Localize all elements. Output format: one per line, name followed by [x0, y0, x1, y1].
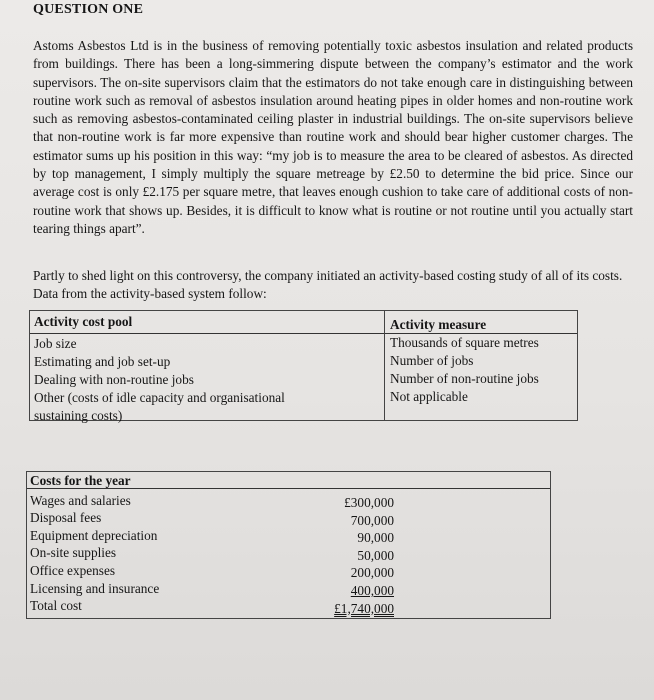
cost-values-column — [314, 494, 394, 617]
measure-item: Not applicable — [390, 389, 468, 404]
cost-value: 200,000 — [350, 565, 394, 581]
cost-label: On-site supplies — [30, 545, 117, 561]
activity-pool-column — [34, 313, 379, 425]
cost-value: 700,000 — [350, 512, 394, 528]
measure-item: Number of jobs — [390, 353, 474, 368]
scenario-paragraph: Astoms Asbestos Ltd is in the business of removing potentially toxic asbestos insulation and related products from buildings. There has been a long-simmering dispute between the company’s estimator and the work supervisors. The on-site supervisors claim that the estimators do not take enough care in distinguishing between routine work such as removal of asbestos insulation around heating pipes in older homes and non-routine work such as removing asbestos-contaminated ceiling plaster in industrial buildings. The on-site supervisors believe that non-routine work is far more expensive than routine work and should bear higher customer charges. The estimator sums up his position in this way: “my job is to measure the area to be cleared of asbestos. As directed by top management, I simply multiply the square metreage by £2.50 to determine the bid price. Since our average cost is only £2.175 per square metre, that leaves enough cushion to take care of additional costs of non-routine work that shows up. Besides, it is difficult to know what is routine or not routine until you actually start tearing things apart”. — [33, 38, 633, 236]
pool-item: Other (costs of idle capacity and organisational — [34, 390, 285, 405]
costs-header: Costs for the year — [30, 473, 131, 488]
cost-label: Wages and salaries — [30, 492, 131, 508]
activity-measure-column — [390, 316, 575, 406]
cost-value: 400,000 — [350, 582, 394, 598]
cost-value: 50,000 — [357, 547, 394, 563]
annual-costs-table — [26, 471, 551, 619]
cost-labels-column — [30, 472, 159, 615]
cost-label: Total cost — [30, 598, 82, 614]
question-heading: QUESTION ONE — [33, 2, 144, 17]
pool-item: Job size — [34, 336, 77, 351]
pool-item: sustaining costs) — [34, 408, 123, 423]
cost-label: Licensing and insurance — [30, 580, 160, 596]
activity-cost-table — [29, 310, 578, 421]
measure-item: Thousands of square metres — [390, 335, 539, 350]
cost-total-value: £1,740,000 — [334, 600, 394, 616]
cost-value: 90,000 — [357, 530, 394, 546]
pool-item: Dealing with non-routine jobs — [34, 372, 194, 387]
abc-intro-paragraph: Partly to shed light on this controversy, the company initiated an activity-based costing study of all of its costs. Data from the activity-based system follow: — [33, 268, 623, 302]
cost-value: £300,000 — [344, 495, 394, 510]
pool-item: Estimating and job set-up — [34, 354, 171, 369]
measure-item: Number of non-routine jobs — [390, 371, 539, 386]
cost-label: Disposal fees — [30, 510, 102, 526]
cost-label: Office expenses — [30, 562, 116, 578]
pool-header: Activity cost pool — [34, 314, 133, 329]
cost-label: Equipment depreciation — [30, 527, 158, 543]
column-divider — [384, 311, 385, 420]
measure-header: Activity measure — [390, 317, 487, 332]
